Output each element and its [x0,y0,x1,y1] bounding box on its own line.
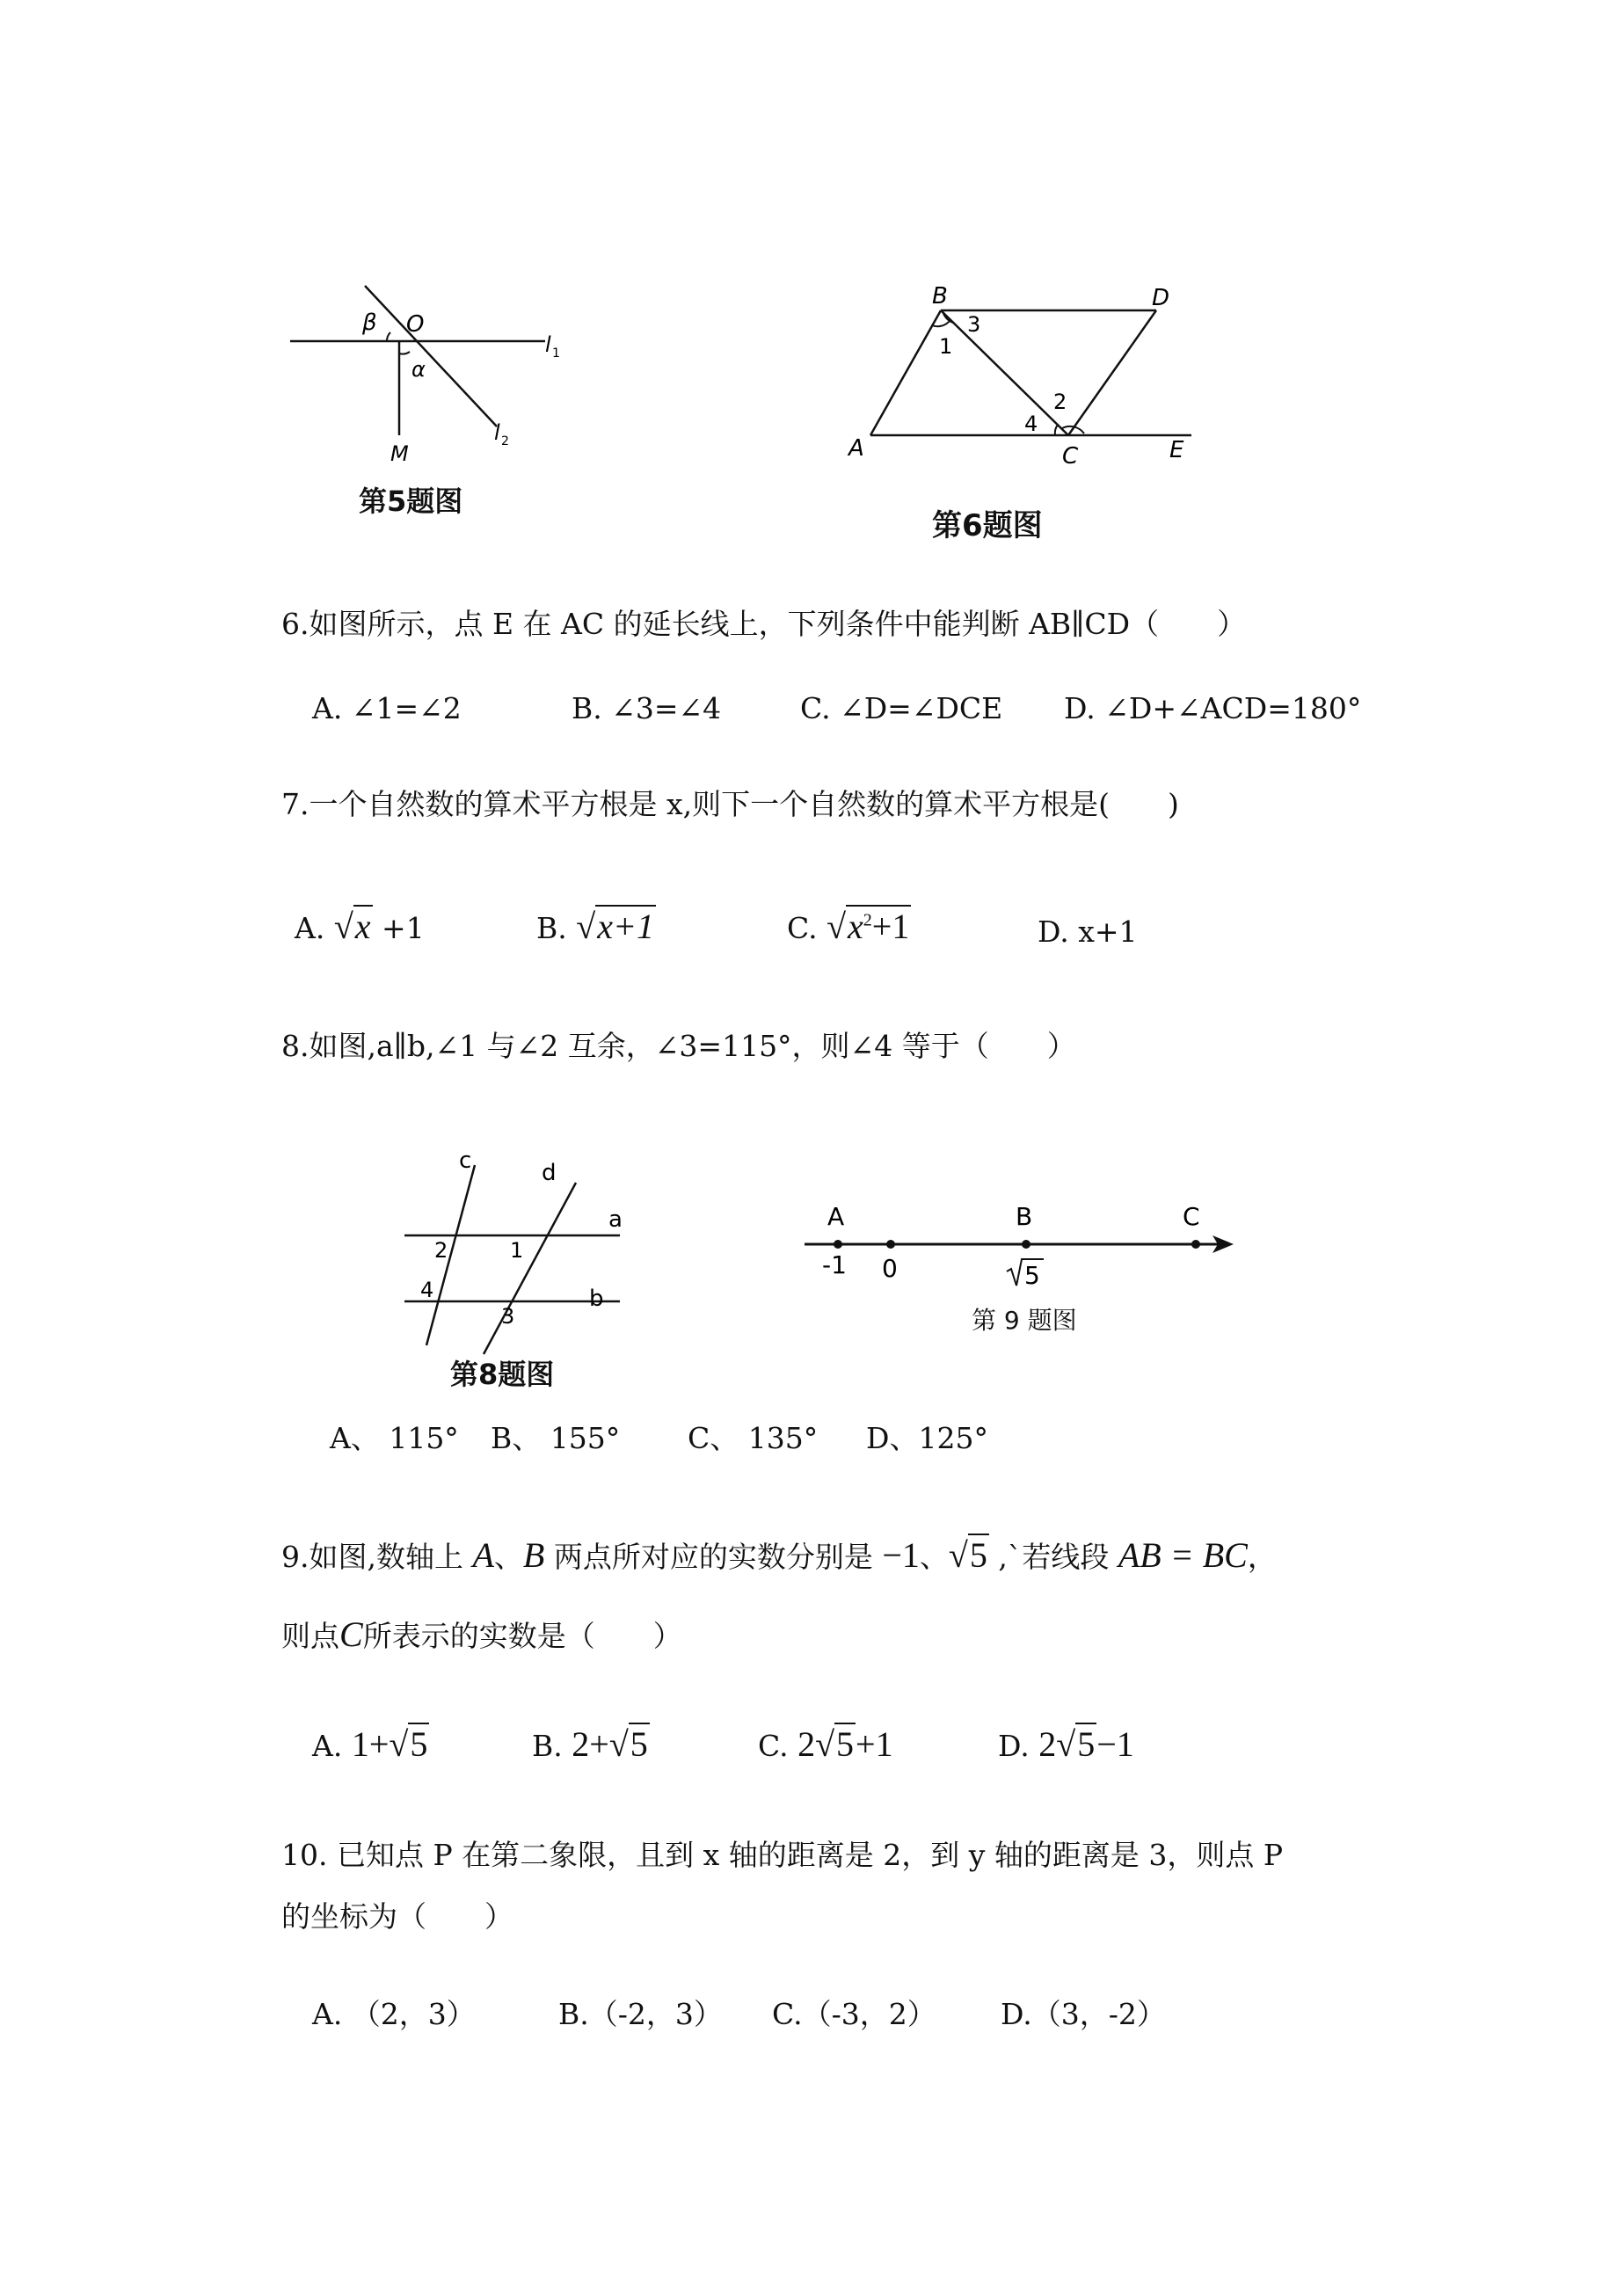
fig9-a-label: A [827,1202,845,1231]
fig5-m-label: M [390,441,409,466]
q10-option-b[interactable]: B.（-2，3） [558,1997,723,2031]
fig6-angle-2: 2 [1053,390,1067,414]
fig9-caption: 第 9 题图 [972,1306,1077,1335]
fig8-d-label: d [542,1160,557,1186]
fig8-b-label: b [589,1286,604,1312]
fig5-beta-label: β [362,310,377,336]
fig9-point-a [834,1240,842,1249]
fig6-caption: 第6题图 [932,508,1043,543]
fig6-angle-3: 3 [967,312,981,337]
fig6-angle-1: 1 [939,334,953,359]
fig5-l1-sub: 1 [552,346,560,361]
fig9-b-label: B [1016,1202,1033,1231]
fig6-a-label: A [848,435,864,462]
q9-option-d[interactable]: D. 2√5−1 [998,1724,1134,1764]
q6-stem: 6.如图所示，点 E 在 AC 的延长线上，下列条件中能判断 AB∥CD（ ） [281,607,1247,641]
q10-stem-line1: 10. 已知点 P 在第二象限，且到 x 轴的距离是 2，到 y 轴的距离是 3，则点 P [281,1838,1284,1872]
q7-option-a-radical: √x [333,907,371,946]
fig8-angle-3: 3 [501,1304,515,1329]
figure-5 [281,273,580,501]
fig9-c-label: C [1183,1202,1200,1231]
fig6-e-label: E [1169,437,1184,463]
fig5-caption: 第5题图 [359,484,463,518]
q6-option-c[interactable]: C. ∠D=∠DCE [800,691,1003,725]
q9-option-c[interactable]: C. 2√5+1 [758,1724,893,1764]
fig8-angle-4: 4 [420,1278,434,1302]
fig8-caption: 第8题图 [450,1358,555,1391]
q8-option-b[interactable]: B、 155° [491,1421,621,1455]
fig6-angle-4: 4 [1024,412,1038,436]
fig9-sqrt5-label: 5 [1024,1261,1040,1290]
q6-option-b[interactable]: B. ∠3=∠4 [572,691,722,725]
q9-option-a[interactable]: A. 1+√5 [312,1724,428,1764]
fig6-d-label: D [1152,285,1170,311]
fig9-point-c [1191,1240,1200,1249]
q8-stem: 8.如图,a∥b,∠1 与∠2 互余，∠3=115°，则∠4 等于（ ） [281,1029,1076,1063]
fig8-angle-2: 2 [434,1238,448,1263]
q7-option-d[interactable]: D. x+1 [1038,914,1138,949]
q10-option-a[interactable]: A. （2，3） [312,1997,476,2031]
q8-option-d[interactable]: D、125° [866,1421,988,1455]
figure-8 [387,1143,642,1372]
fig5-l2-sub: 2 [501,434,509,448]
fig9-minus1-label: -1 [822,1250,847,1279]
q10-option-d[interactable]: D.（3，-2） [1001,1997,1166,2031]
q9-option-b[interactable]: B. 2+√5 [532,1724,648,1764]
q8-option-c[interactable]: C、 135° [688,1421,819,1455]
q9-stem-line1: 9.如图,数轴上 A、B 两点所对应的实数分别是 −1、√5 ,`若线段 AB = BC， [281,1535,1277,1575]
fig8-a-label: a [608,1206,623,1233]
fig6-c-label: C [1062,443,1079,470]
fig5-alpha-label: α [411,357,426,382]
q10-option-c[interactable]: C.（-3，2） [772,1997,936,2031]
fig8-angle-1: 1 [510,1238,524,1263]
figure-9-number-line [796,1196,1253,1293]
fig5-o-label: O [406,311,425,338]
q7-option-b-label: B. [536,911,567,945]
fig9-point-zero [886,1240,895,1249]
fig5-l2-label: l [494,420,500,445]
q7-stem: 7.一个自然数的算术平方根是 x,则下一个自然数的算术平方根是( ) [281,787,1179,821]
q9-stem-line2: 则点C所表示的实数是（ ） [281,1614,682,1654]
q7-option-a[interactable] [295,906,425,947]
q6-option-d[interactable]: D. ∠D+∠ACD=180° [1064,691,1362,725]
q7-option-a-tail: +1 [382,911,425,945]
fig8-c-label: c [459,1148,472,1174]
q8-option-a[interactable]: A、 115° [330,1421,459,1455]
fig9-zero-label: 0 [882,1254,898,1283]
q7-option-c-label: C. [787,911,818,945]
q7-option-c[interactable] [787,906,911,947]
q10-stem-line2: 的坐标为（ ） [281,1899,513,1934]
fig9-point-b [1022,1240,1030,1249]
q7-option-c-radical: $√x^2+1$ [827,907,910,946]
q7-option-b-radical: √x+1 [576,907,654,946]
q7-option-a-label: A. [295,911,325,945]
fig5-l1-label: l [545,332,551,357]
fig6-b-label: B [932,283,948,310]
q7-option-b[interactable] [536,906,656,947]
figure-6 [835,277,1222,479]
q6-option-a[interactable]: A. ∠1=∠2 [312,691,462,725]
